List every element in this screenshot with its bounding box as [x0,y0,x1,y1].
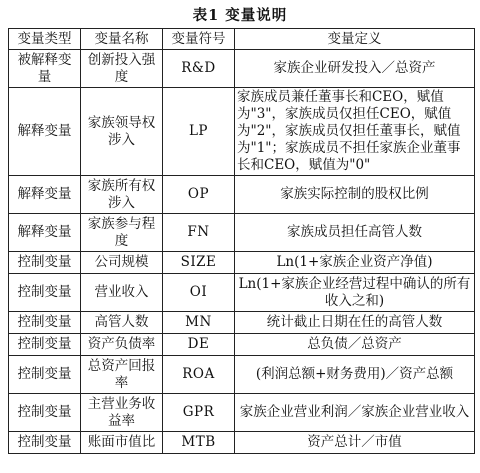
table-row [9,432,475,454]
cell-type: 解释变量 [9,88,81,176]
cell-definition: 家族企业研发投入／总资产 [235,50,475,88]
cell-definition: 总负债／总资产 [235,334,475,356]
cell-symbol: MTB [163,432,235,454]
header-definition: 变量定义 [235,29,475,50]
cell-name: 资产负债率 [81,334,163,356]
cell-type: 控制变量 [9,312,81,334]
table-row [9,312,475,334]
header-row [9,29,475,50]
table-row [9,356,475,394]
cell-type: 解释变量 [9,214,81,252]
cell-type: 控制变量 [9,252,81,274]
cell-definition: 家族成员担任高管人数 [235,214,475,252]
cell-symbol: R&D [163,50,235,88]
cell-name: 家族领导权涉入 [81,88,163,176]
cell-type: 控制变量 [9,334,81,356]
cell-symbol: GPR [163,394,235,432]
cell-symbol: LP [163,88,235,176]
cell-name: 公司规模 [81,252,163,274]
cell-symbol: SIZE [163,252,235,274]
cell-definition: (利润总额+财务费用)／资产总额 [235,356,475,394]
table-row [9,176,475,214]
cell-type: 控制变量 [9,394,81,432]
cell-name: 账面市值比 [81,432,163,454]
cell-name: 总资产回报率 [81,356,163,394]
cell-definition: Ln(1+家族企业经营过程中确认的所有收入之和) [235,274,475,312]
cell-definition: 家族实际控制的股权比例 [235,176,475,214]
table-row [9,214,475,252]
cell-symbol: OI [163,274,235,312]
cell-definition: 统计截止日期在任的高管人数 [235,312,475,334]
table-row [9,252,475,274]
header-name: 变量名称 [81,29,163,50]
cell-symbol: FN [163,214,235,252]
cell-name: 家族参与程度 [81,214,163,252]
table-row [9,274,475,312]
cell-symbol: MN [163,312,235,334]
cell-symbol: DE [163,334,235,356]
cell-type: 控制变量 [9,356,81,394]
cell-type: 解释变量 [9,176,81,214]
cell-symbol: ROA [163,356,235,394]
cell-name: 高管人数 [81,312,163,334]
header-symbol: 变量符号 [163,29,235,50]
cell-type: 控制变量 [9,274,81,312]
table-row [9,334,475,356]
cell-definition: 家族成员兼任董事长和CEO，赋值为"3"，家族成员仅担任CEO，赋值为"2"，家族成员仅担任董事长，赋值为"1"；家族成员不担任家族企业董事长和CEO，赋值为"0" [235,88,475,176]
cell-definition: Ln(1+家族企业资产净值) [235,252,475,274]
variable-table [8,28,475,454]
table-row [9,50,475,88]
cell-definition: 家族企业营业利润／家族企业营业收入 [235,394,475,432]
table-row [9,394,475,432]
header-type: 变量类型 [9,29,81,50]
cell-definition: 资产总计／市值 [235,432,475,454]
cell-type: 被解释变量 [9,50,81,88]
cell-name: 主营业务收益率 [81,394,163,432]
cell-symbol: OP [163,176,235,214]
cell-name: 营业收入 [81,274,163,312]
cell-type: 控制变量 [9,432,81,454]
table-row [9,88,475,176]
table-caption: 表1 变量说明 [192,7,288,24]
cell-name: 创新投入强度 [81,50,163,88]
cell-name: 家族所有权涉入 [81,176,163,214]
